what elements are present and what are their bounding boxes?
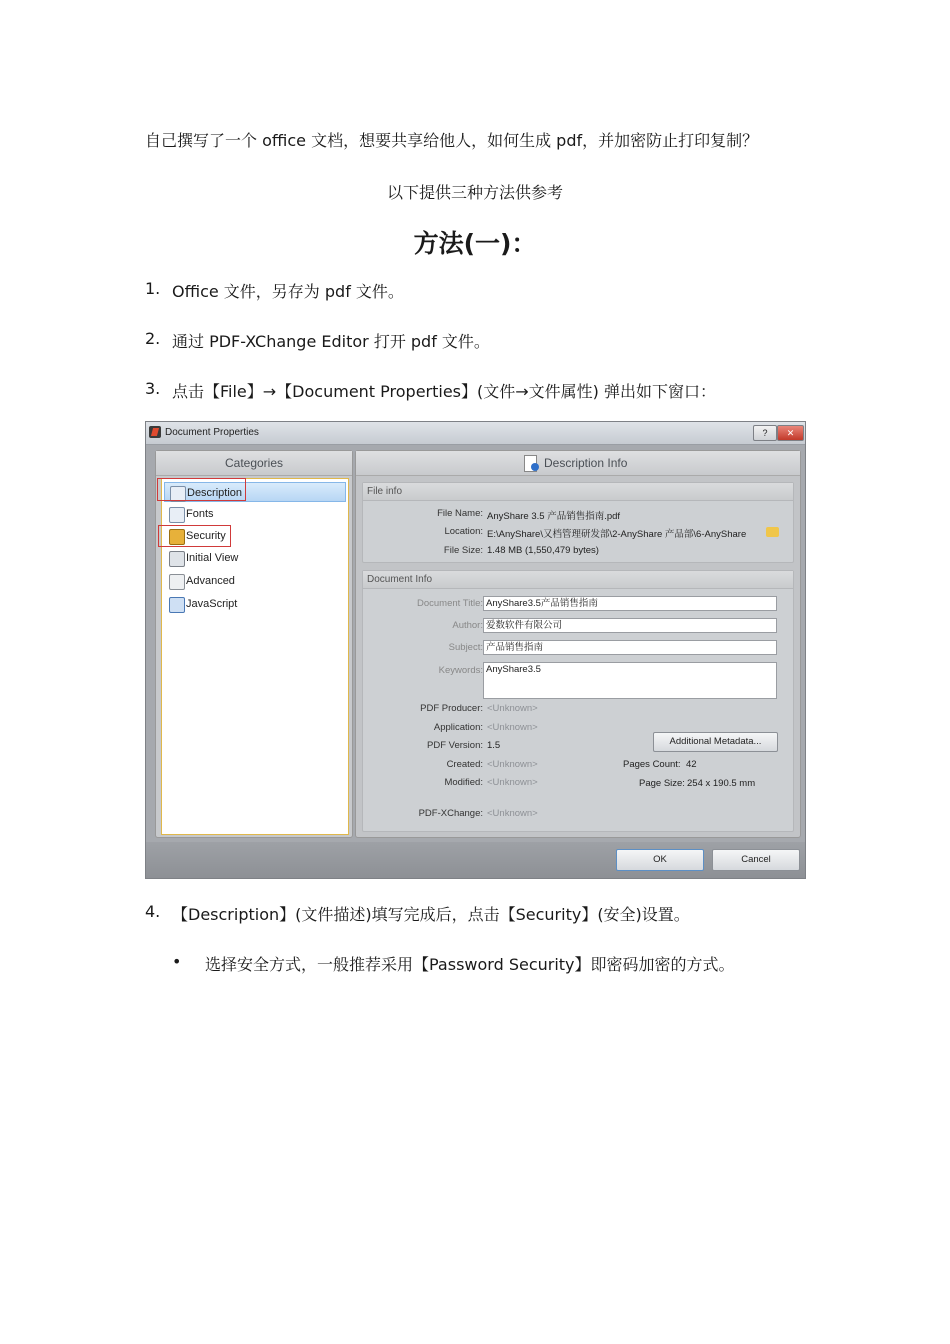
location-label: Location: — [444, 526, 483, 537]
modified-value: <Unknown> — [487, 777, 538, 788]
dialog-footer — [146, 842, 805, 878]
document-info-section — [362, 570, 794, 832]
step-text: 通过 PDF-XChange Editor 打开 pdf 文件。 — [172, 332, 490, 351]
fonts-icon — [169, 507, 185, 523]
folder-icon[interactable] — [766, 527, 779, 537]
file-info-bar — [363, 483, 793, 501]
step-text: 点击【File】→【Document Properties】(文件→文件属性) 弹出如下窗口： — [172, 382, 716, 401]
highlight-security — [158, 525, 231, 547]
document-title-input[interactable]: AnyShare3.5产品销售指南 — [483, 596, 777, 611]
bullet-marker: • — [172, 952, 182, 971]
cancel-button[interactable]: Cancel — [712, 849, 800, 871]
category-fonts[interactable] — [164, 504, 346, 524]
dialog-titlebar — [146, 422, 805, 445]
advanced-icon — [169, 574, 185, 590]
help-button[interactable]: ? — [753, 425, 777, 441]
initial-view-icon — [169, 551, 185, 567]
author-label: Author: — [452, 620, 483, 631]
close-button[interactable]: ✕ — [777, 425, 804, 441]
additional-metadata-button[interactable]: Additional Metadata... — [653, 732, 778, 752]
app-icon — [149, 426, 161, 438]
description-info-panel — [355, 450, 801, 838]
category-label: Initial View — [186, 552, 239, 564]
bullet-text: 选择安全方式，一般推荐采用【Password Security】即密码加密的方式。 — [205, 955, 735, 974]
category-label: JavaScript — [186, 598, 238, 610]
pages-count-value: 42 — [686, 759, 697, 770]
page-size-label: Page Size: — [639, 778, 685, 789]
categories-panel — [155, 450, 353, 838]
section-heading: 方法(一)： — [413, 229, 537, 258]
application-value: <Unknown> — [487, 722, 538, 733]
pdf-version-label: PDF Version: — [427, 740, 483, 751]
keywords-input[interactable]: AnyShare3.5 — [483, 662, 777, 699]
file-info-title: File info — [367, 486, 403, 497]
author-input[interactable]: 爱数软件有限公司 — [483, 618, 777, 633]
step-number: 2. — [145, 329, 161, 348]
categories-header: Categories — [156, 451, 352, 476]
modified-label: Modified: — [444, 777, 483, 788]
category-label: Description — [187, 487, 243, 499]
category-advanced[interactable] — [164, 571, 346, 591]
pages-count-label: Pages Count: — [623, 759, 681, 770]
subject-input[interactable]: 产品销售指南 — [483, 640, 777, 655]
subject-label: Subject: — [448, 642, 483, 653]
step-text: 【Description】(文件描述)填写完成后，点击【Security】(安全)设置。 — [172, 905, 690, 924]
dialog-title: Document Properties — [165, 427, 259, 438]
subtitle: 以下提供三种方法供参考 — [386, 183, 563, 202]
pdf-version-value: 1.5 — [487, 740, 501, 751]
file-info-section — [362, 482, 794, 563]
step-number: 4. — [145, 902, 161, 921]
page-size-value: 254 x 190.5 mm — [687, 778, 756, 789]
pdf-xchange-value: <Unknown> — [487, 808, 538, 819]
category-label: Advanced — [186, 575, 235, 587]
ok-button[interactable]: OK — [616, 849, 704, 871]
javascript-icon — [169, 597, 185, 613]
pdf-xchange-label: PDF-XChange: — [418, 808, 483, 819]
intro-paragraph: 自己撰写了一个 office 文档，想要共享给他人，如何生成 pdf，并加密防止打印复制？ — [145, 131, 759, 150]
step-number: 1. — [145, 279, 161, 298]
keywords-label: Keywords: — [438, 665, 483, 676]
document-properties-dialog — [145, 421, 806, 879]
description-info-title: Description Info — [544, 456, 628, 470]
category-label: Fonts — [186, 508, 214, 520]
created-value: <Unknown> — [487, 759, 538, 770]
category-label: Security — [186, 530, 226, 542]
file-size-label: File Size: — [443, 545, 483, 556]
file-name-label: File Name: — [437, 508, 483, 519]
pdf-producer-value: <Unknown> — [487, 703, 538, 714]
document-info-title: Document Info — [367, 574, 433, 585]
location-value: E:\AnyShare\又档管理研发部\2-AnyShare 产品部\6-AnyShare — [487, 529, 747, 540]
application-label: Application: — [433, 722, 483, 733]
created-label: Created: — [446, 759, 483, 770]
description-info-header — [356, 451, 800, 476]
step-text: Office 文件，另存为 pdf 文件。 — [172, 282, 404, 301]
file-name-value: AnyShare 3.5 产品销售指南.pdf — [487, 511, 621, 522]
category-initial-view[interactable] — [164, 548, 346, 568]
step-number: 3. — [145, 379, 161, 398]
info-badge-icon — [531, 463, 539, 471]
highlight-description — [157, 478, 246, 501]
file-size-value: 1.48 MB (1,550,479 bytes) — [487, 545, 599, 556]
pdf-producer-label: PDF Producer: — [420, 703, 483, 714]
document-title-label: Document Title: — [417, 598, 483, 609]
category-javascript[interactable] — [164, 594, 346, 614]
